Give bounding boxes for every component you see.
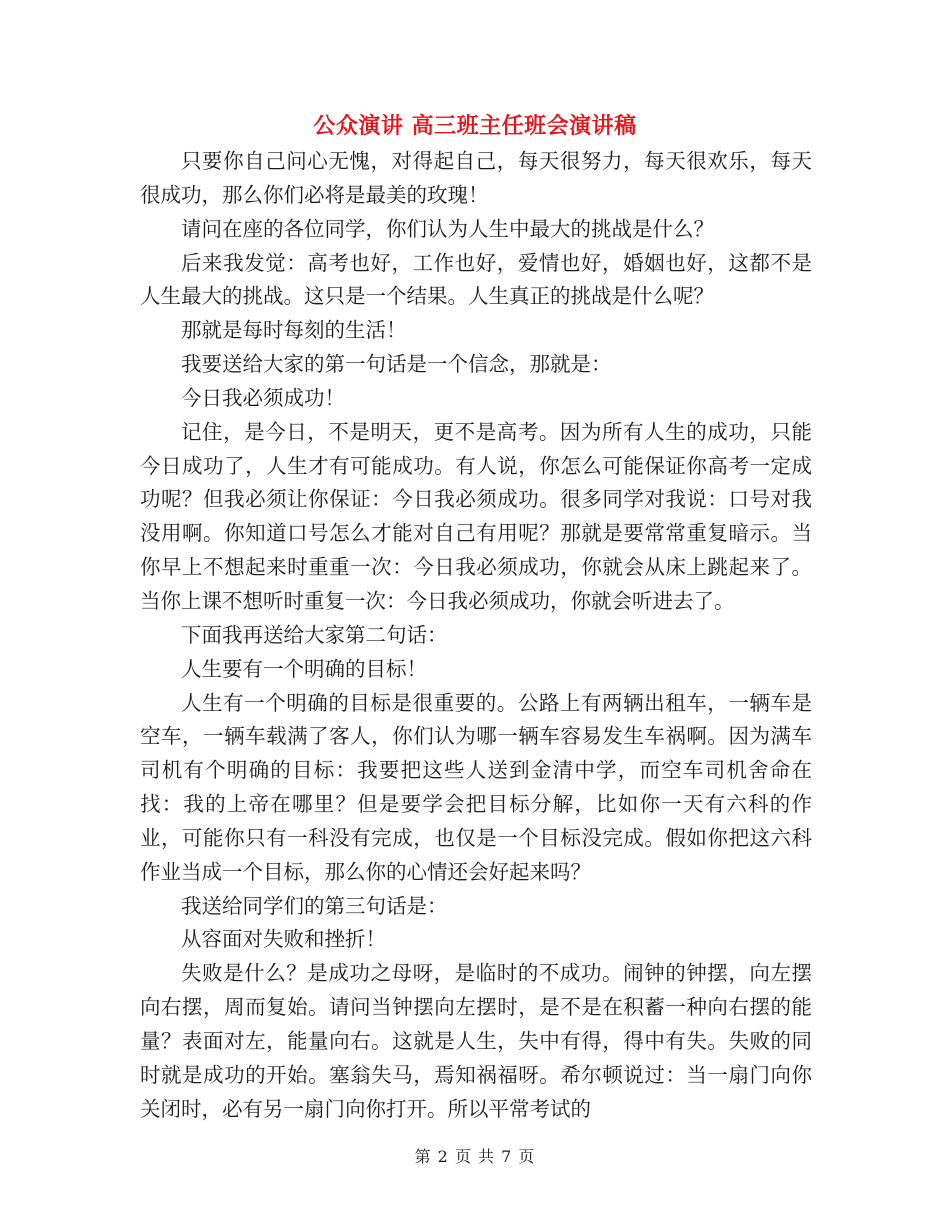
paragraph: 只要你自己问心无愧，对得起自己，每天很努力，每天很欢乐，每天很成功，那么你们必将是最美的玫瑰！ — [140, 149, 812, 207]
document-body — [140, 145, 812, 1126]
page-number-footer: 第 2 页 共 7 页 — [414, 1147, 536, 1166]
paragraph: 失败是什么？是成功之母呀，是临时的不成功。闹钟的钟摆，向左摆向右摆，周而复始。请问当钟摆向左摆时，是不是在积蓄一种向右摆的能量？表面对左，能量向右。这就是人生，失中有得，得中有失。失败的同时就是成功的开始。塞翁失马，焉知祸福呀。希尔顿说过：当一扇门向你关闭时，必有另一扇门向你打开。所以平常考试的 — [140, 961, 812, 1121]
paragraph: 下面我再送给大家第二句话： — [181, 622, 448, 647]
document-title: 公众演讲 高三班主任班会演讲稿 — [313, 113, 637, 139]
paragraph: 记住，是今日，不是明天，更不是高考。因为所有人生的成功，只能今日成功了，人生才有可能成功。有人说，你怎么可能保证你高考一定成功呢？但我必须让你保证：今日我必须成功。很多同学对我说：口号对我没用啊。你知道口号怎么才能对自己有用呢？那就是要常常重复暗示。当你早上不想起来时重重一次：今日我必须成功，你就会从床上跳起来了。当你上课不想听时重复一次：今日我必须成功，你就会听进去了。 — [140, 419, 812, 613]
paragraph: 我要送给大家的第一句话是一个信念，那就是： — [181, 352, 612, 377]
paragraph: 人生有一个明确的目标是很重要的。公路上有两辆出租车，一辆车是空车，一辆车载满了客人，你们认为哪一辆车容易发生车祸啊。因为满车司机有个明确的目标：我要把这些人送到金清中学，而空车司机舍命在找：我的上帝在哪里？但是要学会把目标分解，比如你一天有六科的作业，可能你只有一科没有完成，也仅是一个目标没完成。假如你把这六科作业当成一个目标，那么你的心情还会好起来吗？ — [140, 690, 812, 884]
paragraph: 人生要有一个明确的目标！ — [181, 656, 427, 681]
paragraph: 今日我必须成功！ — [181, 385, 345, 410]
paragraph: 我送给同学们的第三句话是： — [181, 893, 448, 918]
paragraph: 请问在座的各位同学，你们认为人生中最大的挑战是什么？ — [181, 216, 714, 241]
paragraph: 从容面对失败和挫折！ — [181, 927, 386, 952]
paragraph: 后来我发觉：高考也好，工作也好，爱情也好，婚姻也好，这都不是人生最大的挑战。这只是一个结果。人生真正的挑战是什么呢？ — [140, 250, 812, 309]
paragraph: 那就是每时每刻的生活！ — [181, 318, 407, 343]
